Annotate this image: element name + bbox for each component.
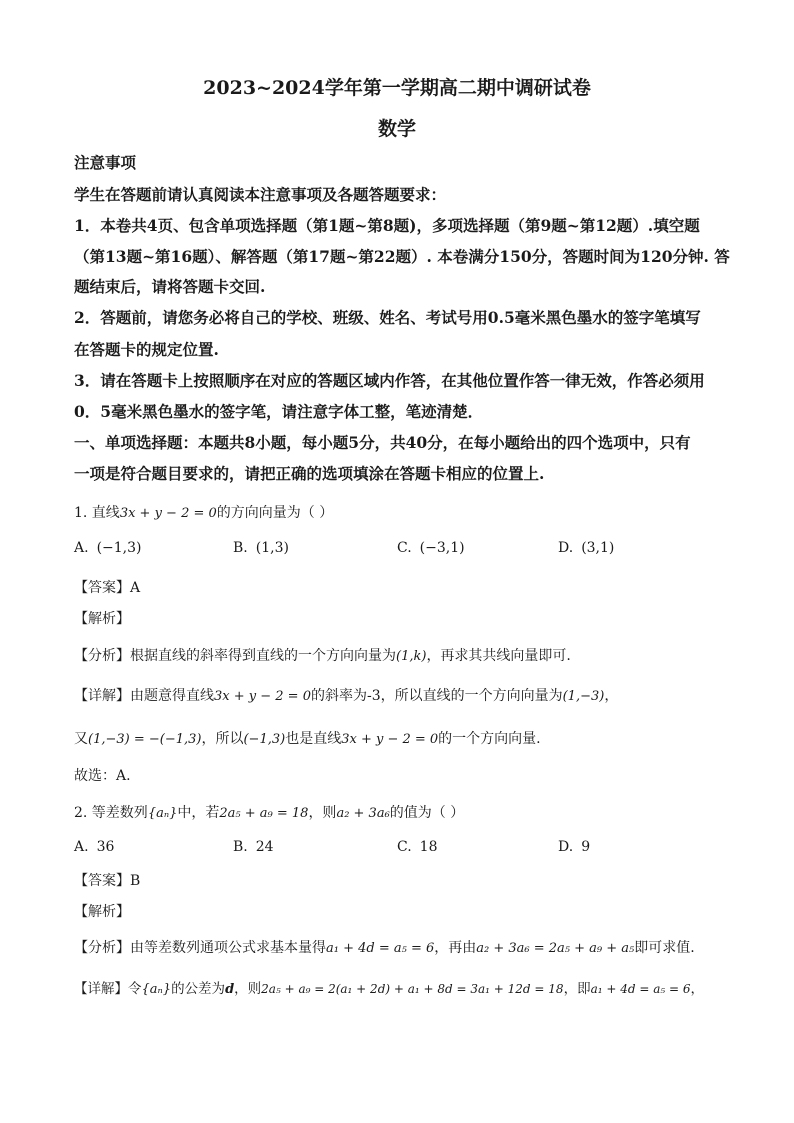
q1-analysis-tag: 【解析】 xyxy=(74,611,130,627)
answer-value: B xyxy=(130,873,141,889)
option-label: A. xyxy=(74,540,89,556)
detail-equation-2: a₁ + 4d = a₅ = 6 xyxy=(590,982,691,996)
fenxi-text-end: 即可求值. xyxy=(634,940,695,956)
q2-condition: 2a₅ + a₉ = 18 xyxy=(219,806,309,821)
fenxi-tag: 【分析】 xyxy=(74,940,130,956)
answer-value: A xyxy=(130,580,141,596)
option-value: 36 xyxy=(96,839,115,855)
notice-heading: 注意事项 xyxy=(74,153,137,172)
option-label: A. xyxy=(74,839,89,855)
subject-title: 数学 xyxy=(377,118,416,140)
option-label: C. xyxy=(397,839,412,855)
q2-target: a₂ + 3a₆ xyxy=(336,806,390,821)
fenxi-equation-2: a₂ + 3a₆ = 2a₅ + a₉ + a₅ xyxy=(476,941,635,956)
option-value: (−3,1) xyxy=(419,540,465,556)
detail-text-mid: ，所以 xyxy=(201,731,244,747)
q2-stem-mid: 中，若 xyxy=(177,805,220,821)
fenxi-text-end: ，再求其共线向量即可. xyxy=(426,648,571,664)
q1-option-a xyxy=(74,540,141,556)
detail-text-end: ， xyxy=(604,688,619,704)
fenxi-tag: 【分析】 xyxy=(74,648,130,664)
q2-stem-post: 的值为（ ） xyxy=(389,805,465,821)
detail-text: 又 xyxy=(74,731,88,747)
q1-conclusion: 故选：A. xyxy=(74,768,131,784)
detail-text-mid: 的斜率为-3，所以直线的一个方向向量为 xyxy=(310,688,563,704)
q1-stem xyxy=(74,502,333,522)
option-label: D. xyxy=(558,839,574,855)
detail-vector: (1,−3) xyxy=(562,689,605,704)
q2-answer xyxy=(74,870,140,890)
option-label: D. xyxy=(558,540,574,556)
option-label: B. xyxy=(233,540,248,556)
q1-stem-post: 的方向向量为（ ） xyxy=(216,505,334,521)
option-value: (3,1) xyxy=(581,540,615,556)
q2-stem-mid2: ，则 xyxy=(308,805,337,821)
q1-fenxi xyxy=(74,645,571,665)
answer-tag: 【答案】 xyxy=(74,873,130,889)
q1-stem-pre: 1. 直线 xyxy=(74,505,120,521)
q2-stem-pre: 2. 等差数列 xyxy=(74,805,148,821)
answer-tag: 【答案】 xyxy=(74,580,130,596)
detail-text-end: ， xyxy=(690,981,705,997)
q1-option-d xyxy=(558,540,614,556)
section1-line2: 一项是符合题目要求的，请把正确的选项填涂在答题卡相应的位置上. xyxy=(74,464,545,483)
option-label: C. xyxy=(397,540,412,556)
fenxi-text-mid: ，再由 xyxy=(434,940,477,956)
option-value: (1,3) xyxy=(255,540,289,556)
q2-option-c xyxy=(397,839,438,855)
q1-detail-line2 xyxy=(74,728,541,748)
notice-item3-line2: 0．5毫米黑色墨水的签字笔，请注意字体工整，笔迹清楚． xyxy=(74,402,484,421)
detail-equation-2: 3x + y − 2 = 0 xyxy=(341,732,439,747)
detail-equation: (1,−3) = −(−1,3) xyxy=(88,732,202,747)
q2-option-d xyxy=(558,839,590,855)
detail-sequence: {aₙ} xyxy=(141,982,172,997)
option-value: (−1,3) xyxy=(96,540,142,556)
notice-intro: 学生在答题前请认真阅读本注意事项及各题答题要求： xyxy=(74,185,447,204)
detail-vector: (−1,3) xyxy=(243,732,286,747)
q1-detail xyxy=(74,685,618,705)
detail-text-end: 的一个方向向量. xyxy=(438,731,541,747)
q2-option-b xyxy=(233,839,274,855)
q1-option-c xyxy=(397,540,465,556)
section1-line1: 一、单项选择题：本题共8小题，每小题5分，共40分，在每小题给出的四个选项中，只有 xyxy=(74,433,691,452)
detail-text: 由题意得直线 xyxy=(130,688,214,704)
option-value: 24 xyxy=(255,839,274,855)
q2-fenxi xyxy=(74,937,695,957)
q2-analysis-tag: 【解析】 xyxy=(74,904,130,920)
detail-text-mid2: ，则 xyxy=(234,981,262,997)
option-value: 9 xyxy=(581,839,591,855)
notice-item1-line2: （第13题~第16题）、解答题（第17题~第22题）. 本卷满分150分，答题时间为120分钟. 答 xyxy=(74,247,730,266)
q2-option-a xyxy=(74,839,114,855)
fenxi-equation: a₁ + 4d = a₅ = 6 xyxy=(326,941,435,956)
detail-text: 令 xyxy=(128,981,142,997)
fenxi-vector: (1,k) xyxy=(396,649,427,664)
notice-item3-line1: 3．请在答题卡上按照顺序在对应的答题区域内作答，在其他位置作答一律无效，作答必须用 xyxy=(74,371,705,390)
detail-equation: 2a₅ + a₉ = 2(a₁ + 2d) + a₁ + 8d = 3a₁ + 12d = 18 xyxy=(261,982,564,996)
detail-equation: 3x + y − 2 = 0 xyxy=(214,689,311,704)
option-value: 18 xyxy=(419,839,438,855)
notice-item1-line3: 题结束后，请将答题卡交回. xyxy=(74,277,266,296)
notice-item1-line1: 1．本卷共4页、包含单项选择题（第1题~第8题)，多项选择题（第9题~第12题）.填空题 xyxy=(74,216,700,235)
exam-title: 2023~2024学年第一学期高二期中调研试卷 xyxy=(203,77,591,99)
q1-answer xyxy=(74,577,140,597)
detail-text-mid: 的公差为 xyxy=(171,981,226,997)
detail-tag: 【详解】 xyxy=(74,688,130,704)
q2-sequence: {aₙ} xyxy=(147,806,178,821)
q1-equation: 3x + y − 2 = 0 xyxy=(119,506,217,521)
q2-stem xyxy=(74,802,464,822)
detail-text-mid3: ，即 xyxy=(563,981,591,997)
fenxi-text: 根据直线的斜率得到直线的一个方向向量为 xyxy=(130,648,396,664)
detail-tag: 【详解】 xyxy=(74,981,128,997)
option-label: B. xyxy=(233,839,248,855)
notice-item2-line2: 在答题卡的规定位置. xyxy=(74,340,219,359)
detail-d: d xyxy=(225,982,235,997)
fenxi-text: 由等差数列通项公式求基本量得 xyxy=(130,940,326,956)
notice-item2-line1: 2．答题前，请您务必将自己的学校、班级、姓名、考试号用0.5毫米黑色墨水的签字笔填写 xyxy=(74,308,701,327)
detail-text-mid2: 也是直线 xyxy=(285,731,342,747)
q2-detail xyxy=(74,977,704,997)
q1-option-b xyxy=(233,540,289,556)
